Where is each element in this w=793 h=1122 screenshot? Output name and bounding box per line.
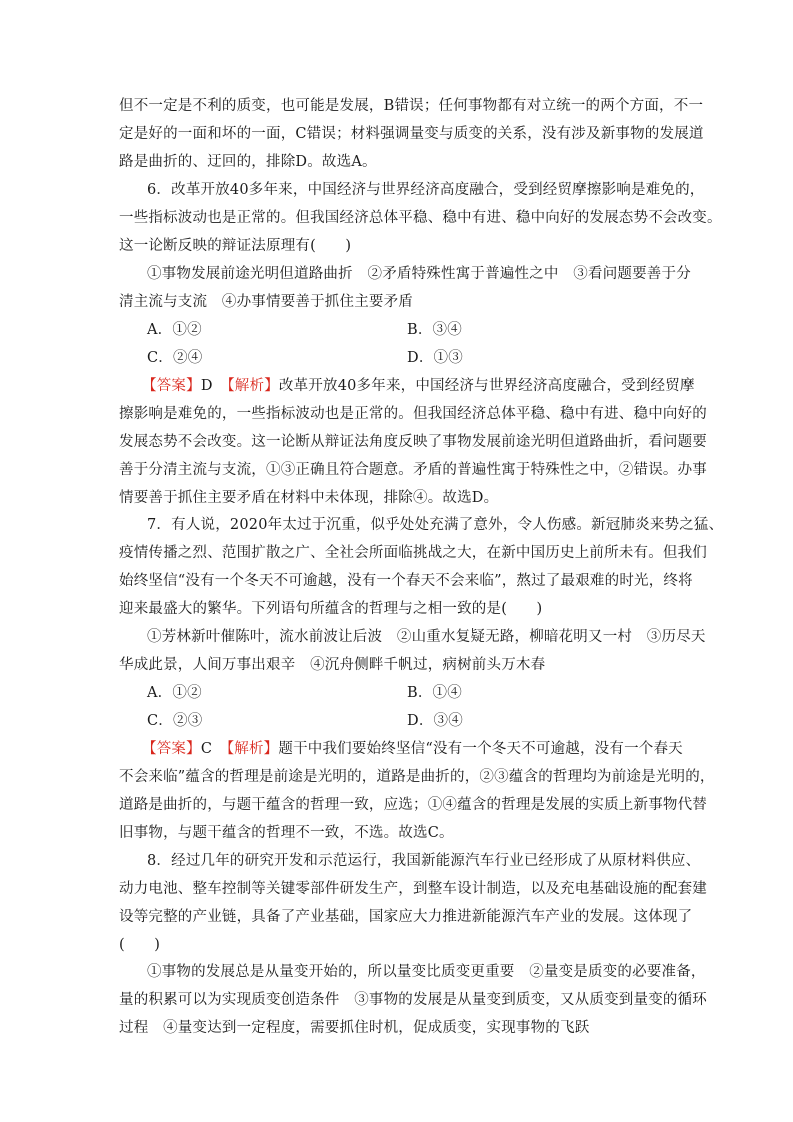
question-8-stem: 设等完整的产业链，具备了产业基础，国家应大力推进新能源汽车产业的发展。这体现了 — [119, 909, 693, 925]
option-b: B．①④ — [407, 685, 462, 701]
paragraph-line: 定是好的一面和坏的一面，C错误；材料强调量变与质变的关系，没有涉及新事物的发展道 — [119, 126, 704, 142]
question-7-stem: 疫情传播之烈、范围扩散之广、全社会所面临挑战之大，在新中国历史上前所未有。但我们 — [119, 545, 707, 561]
question-6-stem: 6．改革开放40多年来，中国经济与世界经济高度融合，受到经贸摩擦影响是难免的， — [147, 182, 705, 198]
paragraph-line: 路是曲折的、迂回的，排除D。故选A。 — [119, 154, 377, 170]
option-d: D．①③ — [407, 350, 463, 366]
question-6-stem: 一些指标波动也是正常的。但我国经济总体平稳、稳中有进、稳中向好的发展态势不会改变。 — [119, 210, 722, 226]
option-a: A．①② — [147, 322, 202, 338]
question-8-stem: ( ) — [119, 937, 161, 953]
answer-value: C — [200, 741, 227, 757]
question-8-stem: 动力电池、整车控制等关键零部件研发生产，到整车设计制造，以及充电基础设施的配套建 — [119, 881, 707, 897]
question-7-stem: 始终坚信“没有一个冬天不可逾越，没有一个春天不会来临”，熬过了最艰难的时光，终将 — [119, 573, 693, 589]
analysis-line: 擦影响是难免的，一些指标波动也是正常的。但我国经济总体平稳、稳中有进、稳中向好的 — [119, 406, 707, 422]
answer-line — [142, 739, 683, 759]
question-7-stem: 迎来最盛大的繁华。下列语句所蕴含的哲理与之相一致的是( ) — [119, 601, 543, 617]
question-6-stem: 这一论断反映的辩证法原理有( ) — [119, 238, 352, 254]
analysis-line: 发展态势不会改变。这一论断从辩证法角度反映了事物发展前途光明但道路曲折，看问题要 — [119, 434, 707, 450]
question-6-items: ①事物发展前途光明但道路曲折 ②矛盾特殊性寓于普遍性之中 ③看问题要善于分 — [147, 266, 691, 282]
analysis-text: 题干中我们要始终坚信“没有一个冬天不可逾越，没有一个春天 — [278, 741, 683, 757]
analysis-line: 善于分清主流与支流，①③正确且符合题意。矛盾的普遍性寓于特殊性之中，②错误。办事 — [119, 462, 707, 478]
answer-tag: 【答案】 — [142, 378, 201, 394]
analysis-tag: 【解析】 — [227, 378, 279, 394]
question-8-stem: 8．经过几年的研究开发和示范运行，我国新能源汽车行业已经形成了从原材料供应、 — [147, 853, 701, 869]
paragraph-line: 但不一定是不利的质变，也可能是发展，B错误；任何事物都有对立统一的两个方面，不一 — [119, 98, 704, 114]
answer-line — [142, 376, 695, 396]
question-7-stem: 7．有人说，2020年太过于沉重，似乎处处充满了意外，令人伤感。新冠肺炎来势之猛、 — [147, 517, 724, 533]
answer-tag: 【答案】 — [142, 741, 201, 757]
option-d: D．③④ — [407, 713, 463, 729]
analysis-text: 改革开放40多年来，中国经济与世界经济高度融合，受到经贸摩 — [278, 378, 695, 394]
analysis-line: 情要善于抓住主要矛盾在材料中未体现，排除④。故选D。 — [119, 490, 499, 506]
option-c: C．②④ — [147, 350, 203, 366]
analysis-line: 旧事物，与题干蕴含的哲理不一致，不选。故选C。 — [119, 825, 454, 841]
question-7-items: ①芳林新叶催陈叶，流水前波让后波 ②山重水复疑无路，柳暗花明又一村 ③历尽天 — [147, 629, 706, 645]
answer-value: D — [200, 378, 228, 394]
option-b: B．③④ — [407, 322, 462, 338]
option-c: C．②③ — [147, 713, 203, 729]
analysis-line: 不会来临”蕴含的哲理是前途是光明的，道路是曲折的，②③蕴含的哲理均为前途是光明的， — [119, 769, 715, 785]
question-8-items: 量的积累可以为实现质变创造条件 ③事物的发展是从量变到质变，又从质变到量变的循环 — [119, 992, 707, 1008]
option-a: A．①② — [147, 685, 202, 701]
question-8-items: 过程 ④量变达到一定程度，需要抓住时机，促成质变，实现事物的飞跃 — [119, 1020, 590, 1036]
question-6-items: 清主流与支流 ④办事情要善于抓住主要矛盾 — [119, 294, 413, 310]
question-8-items: ①事物的发展总是从量变开始的，所以量变比质变更重要 ②量变是质变的必要准备， — [147, 964, 706, 980]
analysis-line: 道路是曲折的，与题干蕴含的哲理一致，应选；①④蕴含的哲理是发展的实质上新事物代替 — [119, 797, 707, 813]
analysis-tag: 【解析】 — [226, 741, 279, 757]
question-7-items: 华成此景，人间万事出艰辛 ④沉舟侧畔千帆过，病树前头万木春 — [119, 657, 546, 673]
